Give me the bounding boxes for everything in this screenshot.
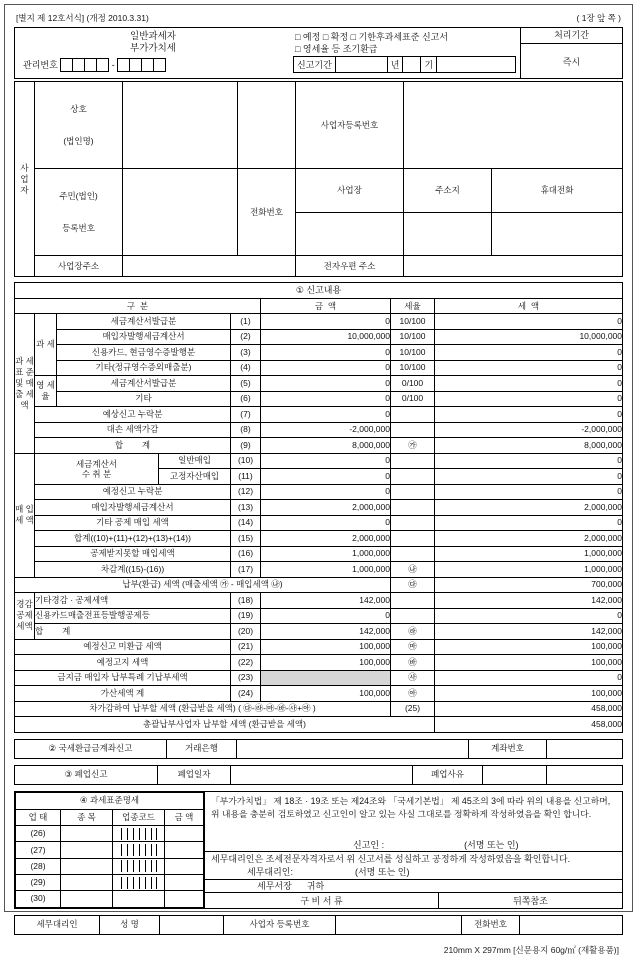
closure-reason-input[interactable] [483, 765, 547, 784]
phone-label: 전화번호 [238, 169, 296, 256]
report-row-13 [15, 500, 623, 516]
closure-title: ③ 폐업신고 [15, 765, 158, 784]
report-period-label: 신고기간 [297, 60, 332, 70]
industry-code-input[interactable] [113, 826, 165, 842]
resident-regno-input[interactable] [123, 169, 238, 256]
report-row-3 [15, 345, 623, 361]
purchase-invoice-label-line2: 수 취 분 [81, 468, 112, 479]
report-period-row [293, 56, 516, 73]
row-rate: ㉱ [391, 624, 435, 640]
detail-row-no: (29) [16, 874, 61, 890]
report-row-17 [15, 562, 623, 578]
report-row-20 [15, 624, 623, 640]
report-row-22 [15, 655, 623, 671]
row-amount: 0 [261, 608, 391, 624]
row-no: (24) [231, 686, 261, 702]
detail-row-no: (27) [16, 842, 61, 858]
row-rate [391, 531, 435, 547]
row-rate: 10/100 [391, 314, 435, 330]
col-item: 종 목 [61, 809, 113, 825]
row-no: (12) [231, 484, 261, 500]
row-rate [391, 407, 435, 423]
row-amount: 142,000 [261, 624, 391, 640]
company-name-label [35, 82, 123, 169]
closure-report-row [15, 765, 623, 784]
row-amount: 2,000,000 [261, 500, 391, 516]
row-label: 공제받지못할 매입세액 [35, 546, 231, 562]
row-rate: 10/100 [391, 329, 435, 345]
report-row-7 [15, 407, 623, 423]
term-label: 기 [420, 57, 436, 72]
agent-sign-note: (서명 또는 인) [354, 867, 410, 877]
row-no: (8) [231, 422, 261, 438]
final-tax-label: 차가감하여 납부할 세액 (환급받을 세액) ( ㉰-㉱-㉲-㉳-㉴+㉵ ) [15, 701, 391, 717]
row-no: (16) [231, 546, 261, 562]
group-sales-label: 과 세 표 준 및 매 출 세 액 [15, 314, 35, 454]
row-rate: 0/100 [391, 391, 435, 407]
company-name-input2[interactable] [238, 82, 296, 169]
report-period-year-input[interactable] [335, 57, 387, 72]
industry-code-input[interactable] [113, 858, 165, 874]
code-digit-boxes [113, 828, 164, 840]
row-amount: 0 [261, 376, 391, 392]
row-no: (18) [231, 593, 261, 609]
row-amount-shaded [261, 670, 391, 686]
mgmt-no-dash: - [111, 59, 115, 70]
row-label: 매입자발행세금계산서 [35, 500, 231, 516]
code-digit-boxes [113, 860, 164, 872]
col-industry-code: 업종코드 [113, 809, 165, 825]
business-info-table [14, 81, 623, 277]
account-number-input[interactable] [547, 739, 623, 758]
row-rate [391, 453, 435, 469]
row-tax: 0 [435, 376, 623, 392]
detail-title: ④ 과세표준명세 [16, 792, 204, 809]
net-tax-amount: 700,000 [435, 577, 623, 593]
row-tax: 0 [435, 469, 623, 485]
row-label: 대손 세액가감 [35, 422, 231, 438]
report-row-6 [15, 391, 623, 407]
row-rate [391, 422, 435, 438]
row-no: (4) [231, 360, 261, 376]
row-amount: 0 [261, 469, 391, 485]
row-label: 매입자발행세금계산서 [57, 329, 231, 345]
declarant-sign-row [205, 838, 622, 851]
row-no: (3) [231, 345, 261, 361]
amount-input[interactable] [165, 858, 204, 874]
company-name-label-line1: 상호 [70, 104, 87, 114]
report-row-12 [15, 484, 623, 500]
item-input[interactable] [61, 842, 113, 858]
processing-time-box [520, 28, 622, 78]
row-label: 신용카드, 현금영수증발행분 [57, 345, 231, 361]
tax-base-detail-block [14, 791, 623, 909]
row-label: 합계((10)+(11)+(12)+(13)+(14)) [35, 531, 231, 547]
row-label: 신용카드매출전표등발행공제등 [35, 608, 231, 624]
row-rate: 0/100 [391, 376, 435, 392]
row-amount: -2,000,000 [261, 422, 391, 438]
zero-rate-checkbox[interactable]: □ 영세율 등 조기환급 [295, 44, 378, 54]
closure-reason-input2[interactable] [547, 765, 623, 784]
row-label: 일반매입 [159, 453, 231, 469]
industry-code-input[interactable] [113, 842, 165, 858]
tax-agent-box [14, 915, 623, 935]
row-no: (21) [231, 639, 261, 655]
header-category: 구 분 [15, 299, 261, 314]
row-tax: 2,000,000 [435, 531, 623, 547]
net-tax-label: 납부(환급) 세액 (매출세액 ㉮ - 매입세액 ㉯) [15, 577, 391, 593]
resident-number-row [15, 169, 623, 213]
row-no: (7) [231, 407, 261, 423]
row-amount: 0 [261, 484, 391, 500]
resident-regno-label [35, 169, 123, 256]
group-zerorate-label: 영 세 율 [35, 376, 57, 407]
tax-agent-row [15, 915, 623, 934]
agent-sign-label: 세무대리인: [247, 867, 293, 877]
row-label: 차감계((15)-(16)) [35, 562, 231, 578]
agent-statement: 세무대리인은 조세전문자격자로서 위 신고서를 성실하고 공정하게 작성하였음을 확인합니다. [205, 851, 622, 865]
recipient-line: 세무서장 귀하 [205, 879, 622, 892]
row-label: 합 계 [35, 624, 231, 640]
row-label: 금지금 매입자 납부특례 기납부세액 [15, 670, 231, 686]
row-no: (23) [231, 670, 261, 686]
row-no: (6) [231, 391, 261, 407]
row-label: 기타경감 · 공제세액 [35, 593, 231, 609]
amount-input[interactable] [165, 891, 204, 907]
row-tax: 0 [435, 314, 623, 330]
business-address-input[interactable] [123, 256, 296, 277]
row-label: 예정신고 미환급 세액 [15, 639, 231, 655]
row-tax: 8,000,000 [435, 438, 623, 454]
header-amount: 금 액 [261, 299, 391, 314]
col-business-type: 업 태 [16, 809, 61, 825]
row-amount: 2,000,000 [261, 531, 391, 547]
report-row-18 [15, 593, 623, 609]
taxpayer-type-title: 일반과세자 [130, 31, 176, 42]
header-tax: 세 액 [435, 299, 623, 314]
account-number-label: 계좌번호 [469, 739, 547, 758]
row-no: (20) [231, 624, 261, 640]
year-label: 년 [387, 57, 403, 72]
total-tax-row [15, 717, 623, 733]
tax-agent-title: 세무대리인 [15, 915, 100, 934]
row-tax: 2,000,000 [435, 500, 623, 516]
form-title-area [15, 28, 291, 78]
business-name-row [15, 82, 623, 169]
report-row-16 [15, 546, 623, 562]
detail-row-30 [16, 891, 204, 907]
row-label: 합 계 [35, 438, 231, 454]
code-digit-boxes [113, 844, 164, 856]
item-input[interactable] [61, 874, 113, 890]
row-no: (19) [231, 608, 261, 624]
row-amount: 100,000 [261, 639, 391, 655]
detail-row-29 [16, 874, 204, 890]
row-rate: 10/100 [391, 360, 435, 376]
declarant-label: 신고인 : [353, 839, 385, 850]
report-period-term-input[interactable] [402, 57, 420, 72]
row-amount: 0 [261, 345, 391, 361]
detail-row-27 [16, 842, 204, 858]
row-rate: 10/100 [391, 345, 435, 361]
mgmt-no-box[interactable] [153, 58, 166, 72]
row-tax: 142,000 [435, 593, 623, 609]
report-type-checkboxes[interactable]: □ 예정 □ 확정 □ 기한후과세표준 신고서 [295, 32, 449, 42]
code-digit-boxes [113, 877, 164, 889]
industry-code-input[interactable] [113, 891, 165, 907]
row-no: (15) [231, 531, 261, 547]
report-period-detail-input[interactable] [436, 57, 515, 72]
closure-reason-label: 폐업사유 [413, 765, 483, 784]
agent-regno-input[interactable] [336, 915, 462, 934]
agent-regno-label: 사업자 등록번호 [224, 915, 336, 934]
row-rate [391, 469, 435, 485]
row-label: 예정고지 세액 [15, 655, 231, 671]
final-tax-no: (25) [391, 701, 435, 717]
row-rate: ㉮ [391, 438, 435, 454]
row-rate [391, 484, 435, 500]
amount-input[interactable] [165, 826, 204, 842]
agent-phone-label: 전화번호 [462, 915, 520, 934]
processing-time-label: 처리기간 [521, 28, 622, 44]
final-tax-amount: 458,000 [435, 701, 623, 717]
group-purchase-label: 매 입 세 액 [15, 453, 35, 577]
item-input[interactable] [61, 858, 113, 874]
row-label: 기타 공제 매입 세액 [35, 515, 231, 531]
row-label: 세금계산서발급분 [57, 314, 231, 330]
row-tax: 1,000,000 [435, 546, 623, 562]
row-tax: 0 [435, 515, 623, 531]
phone-col-workplace: 사업장 [296, 169, 404, 213]
phone-address-input[interactable] [404, 212, 492, 256]
detail-title-row [16, 792, 204, 809]
refund-account-box [14, 739, 623, 759]
report-row-1 [15, 314, 623, 330]
row-tax: 0 [435, 484, 623, 500]
report-header-row [15, 299, 623, 314]
mgmt-no-box[interactable] [96, 58, 109, 72]
detail-row-28 [16, 858, 204, 874]
agent-name-input[interactable] [160, 915, 224, 934]
company-name-input[interactable] [123, 82, 238, 169]
bank-label: 거래은행 [167, 739, 237, 758]
row-tax: -2,000,000 [435, 422, 623, 438]
row-tax: 0 [435, 345, 623, 361]
report-row-10 [15, 453, 623, 469]
industry-code-input[interactable] [113, 874, 165, 890]
row-no: (1) [231, 314, 261, 330]
phone-workplace-input[interactable] [296, 212, 404, 256]
business-regno-label: 사업자등록번호 [296, 82, 404, 169]
row-amount: 10,000,000 [261, 329, 391, 345]
report-row-8 [15, 422, 623, 438]
row-rate: ㉲ [391, 639, 435, 655]
resident-regno-label-line1: 주민(법인) [59, 191, 98, 201]
report-content-table [14, 282, 623, 733]
row-no: (5) [231, 376, 261, 392]
business-address-row [15, 256, 623, 277]
phone-col-address: 주소지 [404, 169, 492, 213]
row-amount: 100,000 [261, 686, 391, 702]
row-amount: 0 [261, 391, 391, 407]
row-no: (17) [231, 562, 261, 578]
detail-header-row [16, 809, 204, 825]
paper-spec-note: 210mm X 297mm [신문용지 60g/㎡ (재활용품)] [443, 944, 619, 955]
row-rate: ㉳ [391, 655, 435, 671]
row-tax: 100,000 [435, 686, 623, 702]
row-tax: 0 [435, 453, 623, 469]
refund-account-row [15, 739, 623, 758]
row-tax: 142,000 [435, 624, 623, 640]
closure-date-input[interactable] [231, 765, 413, 784]
declaration-panel [204, 792, 622, 908]
processing-time-value: 즉시 [562, 56, 581, 67]
amount-input[interactable] [165, 842, 204, 858]
row-amount: 142,000 [261, 593, 391, 609]
row-label: 가산세액 계 [15, 686, 231, 702]
row-rate [391, 608, 435, 624]
header-rate: 세율 [391, 299, 435, 314]
row-amount: 0 [261, 407, 391, 423]
form-reference-line [14, 11, 623, 27]
row-rate: ㉴ [391, 670, 435, 686]
row-tax: 1,000,000 [435, 562, 623, 578]
tax-base-detail-table [15, 792, 204, 908]
row-tax: 10,000,000 [435, 329, 623, 345]
row-no: (9) [231, 438, 261, 454]
detail-row-no: (26) [16, 826, 61, 842]
row-tax: 0 [435, 391, 623, 407]
row-amount: 100,000 [261, 655, 391, 671]
refund-account-title: ② 국세환급금계좌신고 [15, 739, 167, 758]
row-rate: ㉯ [391, 562, 435, 578]
business-address-label: 사업장주소 [35, 256, 123, 277]
report-row-4 [15, 360, 623, 376]
tax-name-title: 부가가치세 [130, 43, 176, 54]
agent-sign-row [205, 865, 622, 879]
amount-input[interactable] [165, 874, 204, 890]
report-type-area [291, 28, 520, 78]
phone-col-mobile: 휴대전화 [492, 169, 623, 213]
email-label: 전자우편 주소 [296, 256, 404, 277]
row-rate [391, 546, 435, 562]
required-documents-row [205, 892, 622, 908]
report-row-5 [15, 376, 623, 392]
business-regno-input[interactable] [404, 82, 623, 169]
row-tax: 100,000 [435, 639, 623, 655]
required-documents-label: 구 비 서 류 [300, 895, 343, 906]
row-label: 세금계산서발급분 [57, 376, 231, 392]
phone-mobile-input[interactable] [492, 212, 623, 256]
row-no: (14) [231, 515, 261, 531]
row-tax: 0 [435, 670, 623, 686]
row-amount: 1,000,000 [261, 546, 391, 562]
net-tax-row [15, 577, 623, 593]
net-tax-rate: ㉰ [391, 577, 435, 593]
bank-input[interactable] [237, 739, 469, 758]
col-amount: 금 액 [165, 809, 204, 825]
row-amount: 0 [261, 360, 391, 376]
report-row-24 [15, 686, 623, 702]
row-label: 기타 [57, 391, 231, 407]
report-row-9 [15, 438, 623, 454]
row-label: 예정신고 누락분 [35, 484, 231, 500]
detail-row-no: (28) [16, 858, 61, 874]
group-taxable-label: 과 세 [35, 314, 57, 376]
row-rate [391, 500, 435, 516]
row-rate: ㉵ [391, 686, 435, 702]
row-no: (2) [231, 329, 261, 345]
agent-name-label: 성 명 [100, 915, 160, 934]
form-sheet [4, 4, 633, 955]
report-title-row [15, 283, 623, 299]
form-title-box [14, 27, 623, 79]
email-input[interactable] [404, 256, 623, 277]
declarant-sign-note: (서명 또는 인) [464, 839, 519, 850]
declaration-text: 「부가가치법」 제 18조 · 19조 또는 제24조와 「국세기본법」 제 45조의 3에 따라 위의 내용을 신고하며, 위 내용을 충분히 검토하였고 신고인이 알고 있는 사실 그대로를 정확하게 작성하였음을 확인 합니다. [211, 795, 611, 819]
report-row-21 [15, 639, 623, 655]
row-rate [391, 593, 435, 609]
business-side-label: 사 업 자 [15, 82, 35, 277]
row-label: 고정자산매입 [159, 469, 231, 485]
row-no: (22) [231, 655, 261, 671]
required-documents-value: 뒤쪽참조 [438, 893, 622, 908]
report-row-14 [15, 515, 623, 531]
purchase-invoice-label [35, 453, 159, 484]
report-row-23 [15, 670, 623, 686]
total-tax-label: 총괄납부사업자 납부할 세액 (환급받을 세액) [15, 717, 435, 733]
row-tax: 0 [435, 360, 623, 376]
report-row-2 [15, 329, 623, 345]
resident-regno-label-line2: 등록번호 [62, 223, 95, 233]
report-row-19 [15, 608, 623, 624]
row-tax: 100,000 [435, 655, 623, 671]
page-side-text: ( 1장 앞 쪽 ) [576, 13, 621, 23]
row-tax: 0 [435, 407, 623, 423]
company-name-label-line2: (법인명) [63, 136, 94, 146]
closure-report-box [14, 765, 623, 785]
item-input[interactable] [61, 826, 113, 842]
row-amount: 1,000,000 [261, 562, 391, 578]
row-amount: 0 [261, 314, 391, 330]
row-rate [391, 515, 435, 531]
row-no: (11) [231, 469, 261, 485]
row-label: 기타(정규영수증외매출분) [57, 360, 231, 376]
detail-row-26 [16, 826, 204, 842]
report-row-15 [15, 531, 623, 547]
row-no: (10) [231, 453, 261, 469]
row-amount: 8,000,000 [261, 438, 391, 454]
management-number-label: 관리번호 [23, 60, 58, 70]
row-label: 예상신고 누락분 [35, 407, 231, 423]
closure-date-label: 폐업일자 [158, 765, 231, 784]
final-tax-row [15, 701, 623, 717]
row-amount: 0 [261, 453, 391, 469]
management-number-row [15, 57, 291, 72]
item-input[interactable] [61, 891, 113, 907]
row-amount: 0 [261, 515, 391, 531]
row-tax: 0 [435, 608, 623, 624]
agent-phone-input[interactable] [520, 915, 623, 934]
form-ref-text: [별지 제 12호서식] (개정 2010.3.31) [16, 13, 149, 23]
total-tax-amount: 458,000 [435, 717, 623, 733]
purchase-invoice-label-line1: 세금계산서 [75, 458, 118, 469]
detail-row-no: (30) [16, 891, 61, 907]
row-no: (13) [231, 500, 261, 516]
group-deduction-label: 경감 공제 세액 [15, 593, 35, 640]
report-title: ① 신고내용 [15, 283, 623, 299]
